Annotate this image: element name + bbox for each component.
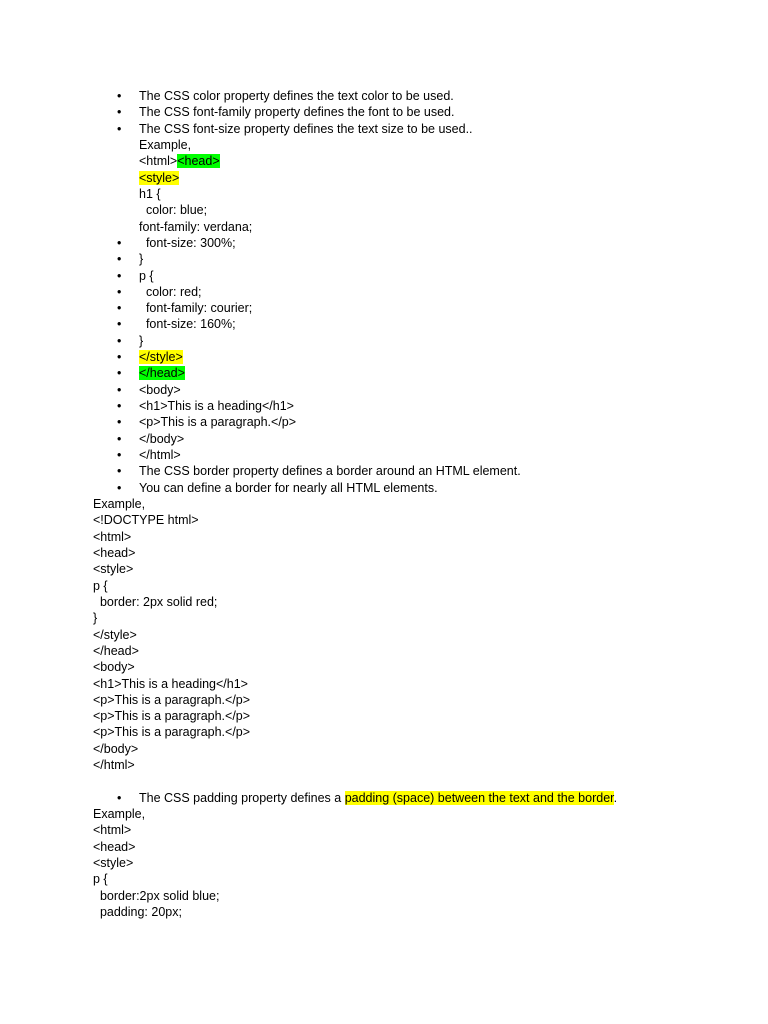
bullet-icon: • xyxy=(117,366,122,381)
text-line xyxy=(93,724,250,740)
line-text: <style> xyxy=(93,856,134,871)
bullet-line xyxy=(117,447,181,463)
line-text: <html> xyxy=(93,823,132,838)
line-text: </html> xyxy=(139,448,181,463)
bullet-icon: • xyxy=(117,431,122,446)
text-line xyxy=(93,610,97,626)
line-text: h1 { xyxy=(139,186,161,201)
line-text: <h1>This is a heading</h1> xyxy=(139,399,294,414)
line-text: <p>This is a paragraph.</p> xyxy=(93,692,251,707)
line-text: } xyxy=(93,611,98,626)
bullet-line xyxy=(117,382,181,398)
bullet-icon: • xyxy=(117,464,122,479)
text-line xyxy=(93,643,139,659)
line-text: The CSS color property defines the text color to be used. xyxy=(139,89,454,103)
text-line xyxy=(93,806,145,822)
bullet-icon: • xyxy=(117,480,122,495)
line-text: You can define a border for nearly all HTML elements. xyxy=(139,480,438,495)
bullet-icon: • xyxy=(117,448,122,463)
text-line xyxy=(93,496,145,512)
line-text: <style> xyxy=(93,562,134,577)
line-text: <p>This is a paragraph.</p> xyxy=(93,709,251,724)
bullet-icon: • xyxy=(117,268,122,283)
text-line xyxy=(93,627,137,643)
line-text: Example, xyxy=(93,497,146,511)
bullet-icon: • xyxy=(117,350,122,365)
text-line xyxy=(93,578,108,594)
line-text: font-size: 300%; xyxy=(139,235,236,250)
text-line xyxy=(93,561,133,577)
bullet-icon: • xyxy=(117,252,122,267)
bullet-line xyxy=(117,463,521,479)
line-text: The CSS padding property defines a xyxy=(139,790,345,805)
highlighted-text: </style> xyxy=(139,350,183,365)
line-text: </body> xyxy=(93,741,139,756)
line-text: </html> xyxy=(93,758,135,773)
line-text: p { xyxy=(139,268,154,283)
text-line xyxy=(93,757,135,773)
text-line xyxy=(93,676,248,692)
line-text: color: red; xyxy=(139,284,202,299)
line-text: p { xyxy=(93,578,108,593)
bullet-icon: • xyxy=(117,382,122,397)
line-text: } xyxy=(139,252,144,267)
bullet-line xyxy=(117,88,454,104)
bullet-line xyxy=(117,349,183,365)
bullet-icon: • xyxy=(117,284,122,299)
line-text: font-family: courier; xyxy=(139,301,253,316)
text-line xyxy=(139,170,179,186)
bullet-line xyxy=(117,365,185,381)
bullet-icon: • xyxy=(117,415,122,430)
bullet-icon: • xyxy=(117,89,122,103)
bullet-line xyxy=(117,300,253,316)
highlighted-text: <style> xyxy=(139,170,180,185)
text-line xyxy=(139,186,161,202)
text-line xyxy=(93,692,250,708)
text-line xyxy=(93,904,182,920)
line-text: <body> xyxy=(139,382,181,397)
line-text: The CSS font-family property defines the font to be used. xyxy=(139,105,455,120)
bullet-line xyxy=(117,480,438,496)
text-line xyxy=(93,855,133,871)
bullet-line xyxy=(117,235,236,251)
text-line xyxy=(93,822,131,838)
bullet-icon: • xyxy=(117,105,122,120)
line-text: border:2px solid blue; xyxy=(93,888,220,903)
line-text: <!DOCTYPE html> xyxy=(93,513,199,528)
text-line xyxy=(139,137,191,153)
text-line xyxy=(93,839,135,855)
line-text: Example, xyxy=(139,137,192,152)
line-text: <html> xyxy=(139,154,178,169)
line-text: border: 2px solid red; xyxy=(93,594,218,609)
line-text: <head> xyxy=(93,545,136,560)
line-text: Example, xyxy=(93,807,146,822)
line-text: padding: 20px; xyxy=(93,905,182,919)
bullet-line xyxy=(117,104,455,120)
highlighted-text: <head> xyxy=(177,154,220,169)
line-text: The CSS font-size property defines the text size to be used.. xyxy=(139,121,473,136)
line-text: <head> xyxy=(93,839,136,854)
text-line xyxy=(93,545,135,561)
text-line xyxy=(139,202,207,218)
text-line xyxy=(93,659,135,675)
line-text: </head> xyxy=(93,643,139,658)
highlighted-text: padding (space) between the text and the border xyxy=(344,790,614,805)
line-text: The CSS border property defines a border around an HTML element. xyxy=(139,464,521,479)
line-text: } xyxy=(139,333,144,348)
bullet-line xyxy=(117,431,185,447)
bullet-line xyxy=(117,284,202,300)
text-line xyxy=(93,741,138,757)
line-text: </style> xyxy=(93,627,137,642)
line-text: <h1>This is a heading</h1> xyxy=(93,676,248,691)
bullet-line xyxy=(117,121,473,137)
bullet-icon: • xyxy=(117,235,122,250)
bullet-line xyxy=(117,251,144,267)
bullet-line xyxy=(117,316,236,332)
bullet-line xyxy=(117,268,154,284)
line-text: <p>This is a paragraph.</p> xyxy=(139,415,297,430)
line-text: font-family: verdana; xyxy=(139,219,253,234)
text-line xyxy=(139,153,220,169)
line-text: . xyxy=(613,790,618,805)
bullet-icon: • xyxy=(117,301,122,316)
bullet-icon: • xyxy=(117,121,122,136)
bullet-line xyxy=(117,333,144,349)
line-text: p { xyxy=(93,872,108,887)
bullet-line xyxy=(117,790,618,806)
line-text: <html> xyxy=(93,529,132,544)
bullet-line xyxy=(117,414,297,430)
bullet-icon: • xyxy=(117,399,122,414)
text-line xyxy=(93,529,131,545)
text-line xyxy=(93,512,199,528)
text-line xyxy=(93,871,108,887)
bullet-line xyxy=(117,398,294,414)
line-text: <p>This is a paragraph.</p> xyxy=(93,725,251,740)
text-line xyxy=(93,594,217,610)
bullet-icon: • xyxy=(117,333,122,348)
line-text: <body> xyxy=(93,660,135,675)
text-line xyxy=(93,708,250,724)
highlighted-text: </head> xyxy=(139,366,185,381)
line-text: font-size: 160%; xyxy=(139,317,236,332)
text-line xyxy=(139,219,252,235)
text-line xyxy=(93,888,219,904)
line-text: </body> xyxy=(139,431,185,446)
line-text: color: blue; xyxy=(139,203,208,218)
bullet-icon: • xyxy=(117,317,122,332)
bullet-icon: • xyxy=(117,790,122,805)
